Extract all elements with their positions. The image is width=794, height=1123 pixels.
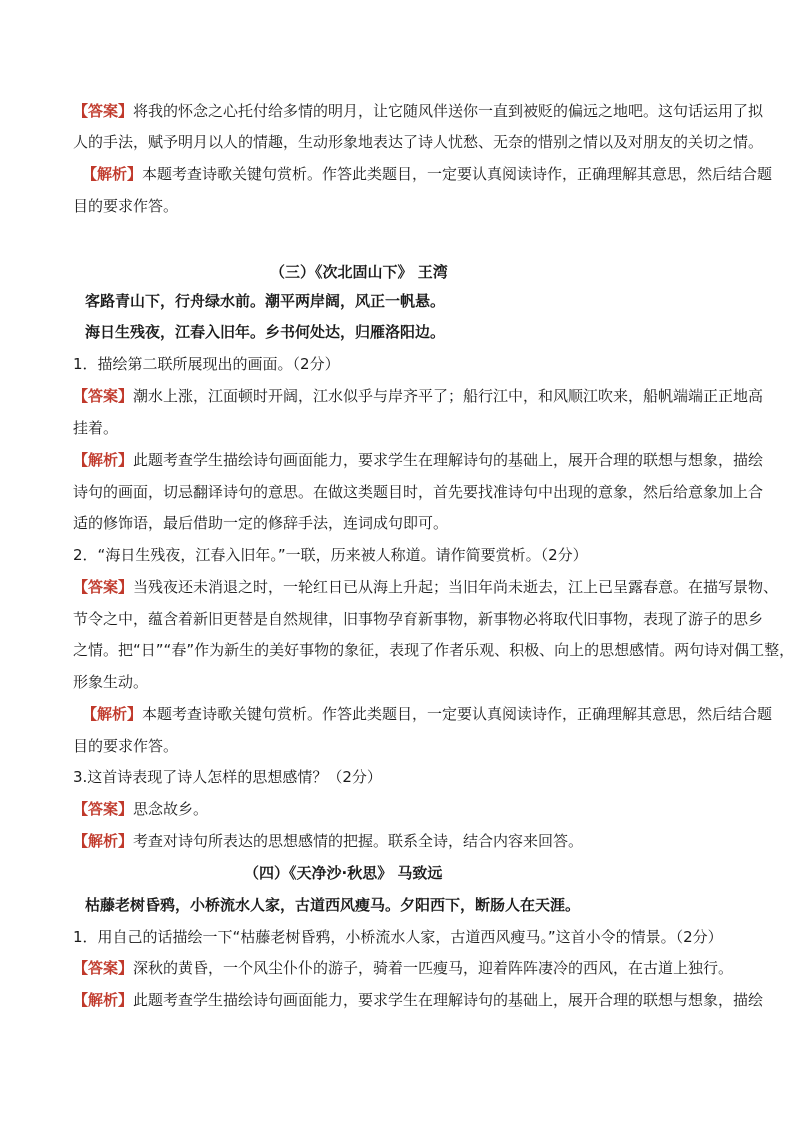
answer-tag: 【答案】 [73, 102, 134, 120]
question: 2．“海日生残夜，江春入旧年。”一联，历来被人称道。请作简要赏析。（2分） [73, 546, 588, 564]
answer-text-continued: 节令之中，蕴含着新旧更替是自然规律，旧事物孕育新事物，新事物必将取代旧事物，表现了游子的思乡 [73, 610, 764, 628]
poem-title: （四）《天净沙·秋思》 马致远 [244, 864, 443, 882]
analysis-text-continued: 目的要求作答。 [73, 197, 179, 215]
analysis-paragraph [73, 831, 583, 851]
answer-text: 潮水上涨，江面顿时开阔，江水似乎与岸齐平了；船行江中，和风顺江吹来，船帆端端正正地高 [133, 387, 764, 405]
answer-paragraph [73, 386, 763, 406]
answer-text-continued: 形象生动。 [73, 673, 149, 691]
analysis-tag: 【解析】 [82, 165, 143, 183]
analysis-tag: 【解析】 [82, 705, 143, 723]
analysis-paragraph [82, 164, 772, 184]
answer-text-continued: 人的手法，赋予明月以人的情趣，生动形象地表达了诗人忧愁、无奈的惜别之情以及对朋友的关切之情。 [73, 133, 764, 151]
answer-text: 当残夜还未消退之时，一轮红日已从海上升起；当旧年尚未逝去，江上已呈露春意。在描写景物、 [133, 578, 779, 596]
answer-tag: 【答案】 [73, 800, 134, 818]
poem-line: 海日生残夜，江春入旧年。乡书何处达，归雁洛阳边。 [85, 323, 446, 341]
analysis-text-continued: 适的修饰语，最后借助一定的修辞手法，连词成句即可。 [73, 514, 449, 532]
analysis-text: 此题考查学生描绘诗句画面能力，要求学生在理解诗句的基础上，展开合理的联想与想象，描绘 [133, 451, 764, 469]
answer-tag: 【答案】 [73, 578, 134, 596]
analysis-text: 本题考查诗歌关键句赏析。作答此类题目，一定要认真阅读诗作，正确理解其意思，然后结合题 [142, 165, 773, 183]
poem-line: 枯藤老树昏鸦，小桥流水人家，古道西风瘦马。夕阳西下，断肠人在天涯。 [85, 896, 581, 914]
analysis-paragraph [73, 990, 763, 1010]
question: 1．用自己的话描绘一下“枯藤老树昏鸦，小桥流水人家，古道西风瘦马。”这首小令的情景。（2分） [73, 928, 723, 946]
analysis-text-continued: 目的要求作答。 [73, 737, 179, 755]
poem-title: （三）《次北固山下》 王湾 [270, 263, 448, 281]
analysis-text: 此题考查学生描绘诗句画面能力，要求学生在理解诗句的基础上，展开合理的联想与想象，描绘 [133, 991, 764, 1009]
analysis-text-continued: 诗句的画面，切忌翻译诗句的意思。在做这类题目时，首先要找准诗句中出现的意象，然后给意象加上合 [73, 483, 764, 501]
analysis-paragraph [73, 450, 763, 470]
question: 3.这首诗表现了诗人怎样的思想感情？（2分） [73, 768, 382, 786]
answer-paragraph [73, 577, 778, 597]
answer-text-continued: 之情。把“日”“春”作为新生的美好事物的象征，表现了作者乐观、积极、向上的思想感情。两句诗对偶工整， [73, 641, 794, 659]
question: 1．描绘第二联所展现出的画面。（2分） [73, 355, 340, 373]
answer-text: 将我的怀念之心托付给多情的明月，让它随风伴送你一直到被贬的偏远之地吧。这句话运用了拟 [133, 102, 764, 120]
analysis-tag: 【解析】 [73, 832, 134, 850]
analysis-text: 考查对诗句所表达的思想感情的把握。联系全诗，结合内容来回答。 [133, 832, 584, 850]
answer-tag: 【答案】 [73, 959, 134, 977]
answer-text: 思念故乡。 [133, 800, 209, 818]
poem-line: 客路青山下，行舟绿水前。潮平两岸阔，风正一帆悬。 [85, 292, 446, 310]
analysis-paragraph [82, 704, 772, 724]
analysis-tag: 【解析】 [73, 991, 134, 1009]
answer-text-continued: 挂着。 [73, 419, 119, 437]
analysis-text: 本题考查诗歌关键句赏析。作答此类题目，一定要认真阅读诗作，正确理解其意思，然后结合题 [142, 705, 773, 723]
answer-paragraph [73, 958, 733, 978]
answer-text: 深秋的黄昏，一个风尘仆仆的游子，骑着一匹瘦马，迎着阵阵凄冷的西风，在古道上独行。 [133, 959, 734, 977]
answer-paragraph [73, 799, 208, 819]
analysis-tag: 【解析】 [73, 451, 134, 469]
answer-tag: 【答案】 [73, 387, 134, 405]
answer-paragraph [73, 101, 763, 121]
